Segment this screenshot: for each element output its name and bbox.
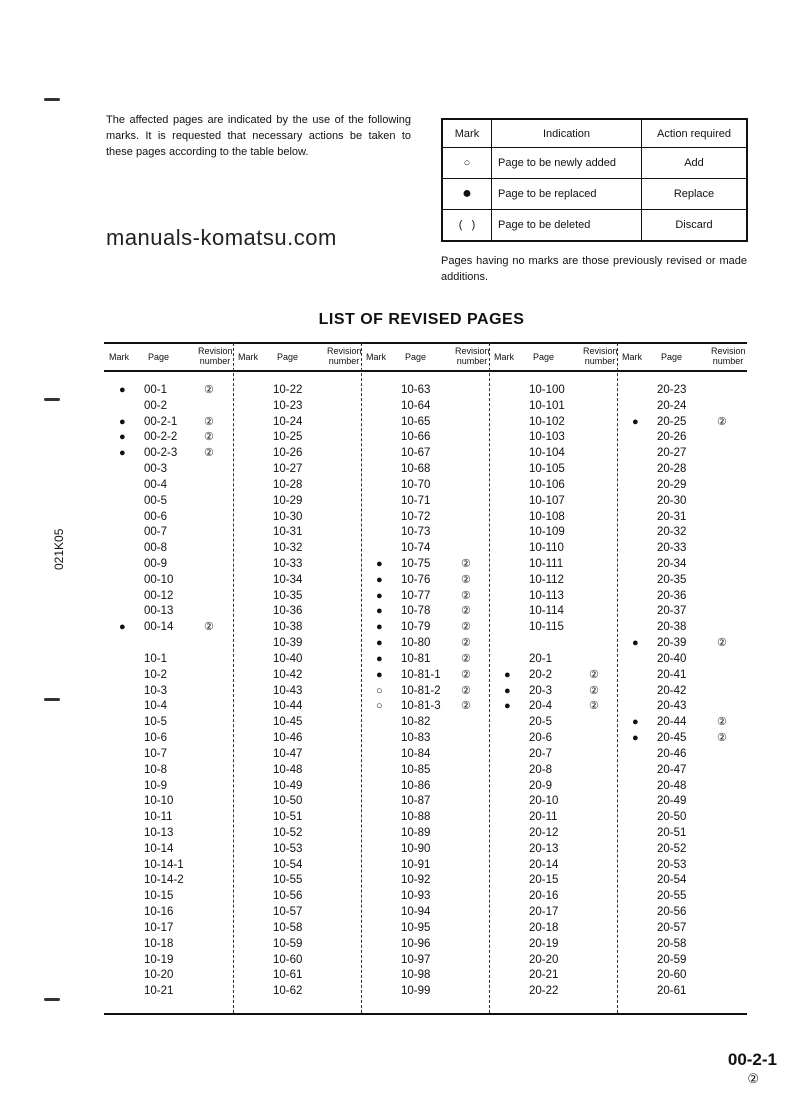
page-number-cell: 20-4 xyxy=(529,700,553,713)
page-number-cell: 20-28 xyxy=(657,463,687,476)
replaced-mark-icon: ● xyxy=(119,431,126,444)
open-circle-icon: ○ xyxy=(442,148,492,179)
revision-number-cell: ② xyxy=(204,415,214,428)
legend-header-mark: Mark xyxy=(442,119,492,148)
legend-header-row xyxy=(442,119,747,148)
page-number-cell: 10-86 xyxy=(401,779,431,792)
page-number-cell: 20-39 xyxy=(657,637,687,650)
page-number-cell: 10-71 xyxy=(401,494,431,507)
revision-number-cell: ② xyxy=(717,637,727,650)
page-number-cell: 20-44 xyxy=(657,716,687,729)
page-number-cell: 20-61 xyxy=(657,985,687,998)
page-number-cell: 10-1 xyxy=(144,652,168,665)
page-number-cell: 10-113 xyxy=(529,589,564,602)
page-number-cell: 10-48 xyxy=(273,763,303,776)
page-title: LIST OF REVISED PAGES xyxy=(318,311,525,328)
page-number-cell: 10-35 xyxy=(273,589,303,602)
page-number-cell: 10-110 xyxy=(529,542,564,555)
page-number-cell: 10-88 xyxy=(401,811,431,824)
page-number-cell: 00-2-2 xyxy=(144,431,178,444)
page-number-cell: 20-37 xyxy=(657,605,687,618)
page-number-cell: 20-3 xyxy=(529,684,553,697)
page-number-cell: 20-53 xyxy=(657,858,687,871)
header-page: Page xyxy=(661,352,683,362)
page-number-cell: 20-12 xyxy=(529,826,559,839)
page-number-cell: 10-70 xyxy=(401,478,431,491)
replaced-mark-icon: ● xyxy=(632,716,639,729)
page-number-cell: 10-49 xyxy=(273,779,303,792)
page-number-cell: 10-97 xyxy=(401,953,431,966)
page-number-cell: 10-33 xyxy=(273,558,303,571)
header-page: Page xyxy=(148,352,170,362)
page-number-cell: 10-54 xyxy=(273,858,303,871)
page-number-cell: 10-38 xyxy=(273,621,303,634)
page-revision: ② xyxy=(747,1071,759,1086)
page-number-cell: 20-49 xyxy=(657,795,687,808)
binding-mark xyxy=(44,98,60,101)
side-code: 021K05 xyxy=(52,528,66,570)
page-number-cell: 10-79 xyxy=(401,621,431,634)
page-number-cell: 10-15 xyxy=(144,890,174,903)
replaced-mark-icon: ● xyxy=(376,621,383,634)
page-number-cell: 10-17 xyxy=(144,921,174,934)
page-number-cell: 10-61 xyxy=(273,969,303,982)
page-number-cell: 20-31 xyxy=(657,510,687,523)
page-number-cell: 10-100 xyxy=(529,384,565,396)
page-number-cell: 10-39 xyxy=(273,637,303,650)
replaced-mark-icon: ● xyxy=(376,652,383,665)
page-number-cell: 20-1 xyxy=(529,652,553,665)
page-number-cell: 00-10 xyxy=(144,573,174,586)
revision-number-cell: ② xyxy=(204,431,214,444)
binding-mark xyxy=(44,698,60,701)
page-number-cell: 10-2 xyxy=(144,668,168,681)
legend-action: Discard xyxy=(642,210,748,242)
page-number-cell: 20-32 xyxy=(657,526,687,539)
page-number-cell: 10-74 xyxy=(401,542,431,555)
page-number-cell: 20-57 xyxy=(657,921,687,934)
page-number-cell: 10-96 xyxy=(401,937,431,950)
page-number-cell: 10-66 xyxy=(401,431,431,444)
legend-row xyxy=(442,210,747,242)
page-number-cell: 10-40 xyxy=(273,652,303,665)
replaced-mark-icon: ● xyxy=(376,573,383,586)
legend-header-indication: Indication xyxy=(492,119,642,148)
page-number-cell: 20-14 xyxy=(529,858,559,871)
replaced-mark-icon: ● xyxy=(632,732,639,745)
page-number-cell: 20-27 xyxy=(657,447,687,460)
page-number-cell: 10-51 xyxy=(273,811,303,824)
replaced-mark-icon: ● xyxy=(376,637,383,650)
page-number-cell: 10-81-1 xyxy=(401,668,441,681)
header-mark: Mark xyxy=(622,352,642,362)
page-number-cell: 20-18 xyxy=(529,921,559,934)
page-number-cell: 20-13 xyxy=(529,842,559,855)
revision-number-cell: ② xyxy=(461,558,471,571)
page-number-cell: 10-30 xyxy=(273,510,303,523)
page-number-cell: 10-92 xyxy=(401,874,431,887)
note-text: Pages having no marks are those previously revised or made additions. xyxy=(441,255,747,283)
replaced-mark-icon: ● xyxy=(376,668,383,681)
page-number-cell: 10-63 xyxy=(401,384,431,396)
page-number-cell: 10-60 xyxy=(273,953,303,966)
page-number-cell: 10-98 xyxy=(401,969,431,982)
revision-number-cell: ② xyxy=(717,716,727,729)
revision-number-cell: ② xyxy=(717,732,727,745)
legend-table xyxy=(441,118,748,242)
page-number-cell: 10-52 xyxy=(273,826,303,839)
page-number-cell: 00-3 xyxy=(144,463,168,476)
page-number-cell: 20-40 xyxy=(657,652,687,665)
page-number-cell: 20-16 xyxy=(529,890,559,903)
page-number-cell: 10-34 xyxy=(273,573,303,586)
page-number-cell: 20-36 xyxy=(657,589,687,602)
replaced-mark-icon: ● xyxy=(632,637,639,650)
page-number-cell: 20-15 xyxy=(529,874,559,887)
page-number-cell: 10-95 xyxy=(401,921,431,934)
revision-number-cell: ② xyxy=(461,652,471,665)
revision-number-cell: ② xyxy=(589,684,599,697)
header-rule xyxy=(104,370,747,372)
page-number-cell: 10-25 xyxy=(273,431,303,444)
header-revision: Revision number xyxy=(198,346,233,366)
page-number-cell: 10-27 xyxy=(273,463,303,476)
header-page: Page xyxy=(277,352,299,362)
page-number-cell: 20-47 xyxy=(657,763,687,776)
page-number-cell: 10-14-1 xyxy=(144,858,184,871)
revision-number-cell: ② xyxy=(461,684,471,697)
page-number-cell: 10-81-2 xyxy=(401,684,441,697)
page-number-cell: 10-18 xyxy=(144,937,174,950)
page-number-cell: 20-54 xyxy=(657,874,687,887)
revision-number-cell: ② xyxy=(461,589,471,602)
page-number-cell: 10-22 xyxy=(273,384,303,396)
legend-action: Add xyxy=(642,148,748,179)
page-number-cell: 10-93 xyxy=(401,890,431,903)
page-number-cell: 20-21 xyxy=(529,969,559,982)
page-number-cell: 10-11 xyxy=(144,811,173,824)
page-number-cell: 10-64 xyxy=(401,399,431,412)
page-number-cell: 20-20 xyxy=(529,953,559,966)
page-number-cell: 10-107 xyxy=(529,494,565,507)
replaced-mark-icon: ● xyxy=(119,415,126,428)
page-number-cell: 10-36 xyxy=(273,605,303,618)
replaced-mark-icon: ● xyxy=(504,684,511,697)
page-number-cell: 10-21 xyxy=(144,985,174,998)
page-number-cell: 10-5 xyxy=(144,716,168,729)
page-number-cell: 10-6 xyxy=(144,732,168,745)
header-revision: Revision number xyxy=(455,346,490,366)
revision-number-cell: ② xyxy=(461,668,471,681)
page-number-cell: 20-35 xyxy=(657,573,687,586)
revision-number-cell: ② xyxy=(204,384,214,396)
page-number-cell: 10-47 xyxy=(273,747,303,760)
page-number-cell: 20-29 xyxy=(657,478,687,491)
added-mark-icon: ○ xyxy=(376,684,383,697)
header-revision: Revision number xyxy=(327,346,362,366)
revision-number-cell: ② xyxy=(589,700,599,713)
page-number-cell: 10-108 xyxy=(529,510,565,523)
page-number-cell: 10-89 xyxy=(401,826,431,839)
revision-number-cell: ② xyxy=(461,605,471,618)
page-number-cell: 00-4 xyxy=(144,478,168,491)
revision-number-cell: ② xyxy=(461,637,471,650)
page-number-cell: 20-55 xyxy=(657,890,687,903)
page-number-cell: 20-52 xyxy=(657,842,687,855)
page-number-cell: 10-80 xyxy=(401,637,431,650)
page-number-cell: 10-87 xyxy=(401,795,431,808)
header-mark: Mark xyxy=(109,352,129,362)
page-number-cell: 20-6 xyxy=(529,732,553,745)
header-page: Page xyxy=(533,352,555,362)
page-number-cell: 20-46 xyxy=(657,747,687,760)
page-number-cell: 10-102 xyxy=(529,415,565,428)
added-mark-icon: ○ xyxy=(376,700,383,713)
revision-number-cell: ② xyxy=(204,447,214,460)
page-number-cell: 20-42 xyxy=(657,684,687,697)
page-number-cell: 10-46 xyxy=(273,732,303,745)
page-number-cell: 10-112 xyxy=(529,573,564,586)
page-number-cell: 10-44 xyxy=(273,700,303,713)
header-mark: Mark xyxy=(494,352,514,362)
page-number-cell: 00-6 xyxy=(144,510,168,523)
page-number-cell: 10-109 xyxy=(529,526,565,539)
page-number-cell: 20-22 xyxy=(529,985,559,998)
page-number-cell: 20-5 xyxy=(529,716,553,729)
header-revision: Revision number xyxy=(711,346,746,366)
page-number-cell: 10-68 xyxy=(401,463,431,476)
page-number-cell: 20-10 xyxy=(529,795,559,808)
page-number-cell: 10-90 xyxy=(401,842,431,855)
page-number-cell: 00-2-3 xyxy=(144,447,178,460)
page-number-cell: 20-23 xyxy=(657,384,687,396)
page-number-cell: 00-7 xyxy=(144,526,168,539)
column-divider xyxy=(361,343,362,1013)
revision-number-cell: ② xyxy=(461,700,471,713)
bottom-rule xyxy=(104,1013,747,1015)
parentheses-icon: ( ) xyxy=(442,210,492,242)
page-number-cell: 10-50 xyxy=(273,795,303,808)
binding-mark xyxy=(44,998,60,1001)
page-number-cell: 20-25 xyxy=(657,415,687,428)
page-number-cell: 10-26 xyxy=(273,447,303,460)
replaced-mark-icon: ● xyxy=(119,447,126,460)
page-number-cell: 20-59 xyxy=(657,953,687,966)
page-number: 00-2-1 xyxy=(727,1050,777,1069)
page-number-cell: 10-14 xyxy=(144,842,174,855)
page-number-cell: 20-60 xyxy=(657,969,687,982)
page-number-cell: 10-105 xyxy=(529,463,565,476)
page-number-cell: 10-19 xyxy=(144,953,174,966)
page-number-cell: 10-81-3 xyxy=(401,700,441,713)
page-number-cell: 20-11 xyxy=(529,811,558,824)
replaced-mark-icon: ● xyxy=(119,384,126,396)
page-number-cell: 10-67 xyxy=(401,447,431,460)
page-number-cell: 10-101 xyxy=(529,399,565,412)
header-mark: Mark xyxy=(238,352,258,362)
page-number-cell: 20-8 xyxy=(529,763,553,776)
page-number-cell: 00-1 xyxy=(144,384,168,396)
legend-indication: Page to be newly added xyxy=(492,148,642,179)
page-number-cell: 10-16 xyxy=(144,906,174,919)
page-number-cell: 10-10 xyxy=(144,795,174,808)
page-number-cell: 10-32 xyxy=(273,542,303,555)
revision-number-cell: ② xyxy=(717,415,727,428)
replaced-mark-icon: ● xyxy=(376,558,383,571)
page-number-cell: 10-115 xyxy=(529,621,564,634)
page-number-cell: 10-99 xyxy=(401,985,431,998)
page-number-cell: 20-50 xyxy=(657,811,687,824)
page-number-cell: 10-78 xyxy=(401,605,431,618)
page-number-cell: 20-24 xyxy=(657,399,687,412)
header-revision: Revision number xyxy=(583,346,618,366)
legend-indication: Page to be replaced xyxy=(492,179,642,210)
page-number-cell: 10-8 xyxy=(144,763,168,776)
page-number-cell: 10-91 xyxy=(401,858,431,871)
watermark: manuals-komatsu.com xyxy=(106,225,337,250)
page-number-cell: 10-9 xyxy=(144,779,168,792)
page-number-cell: 10-4 xyxy=(144,700,168,713)
replaced-mark-icon: ● xyxy=(376,589,383,602)
column-divider xyxy=(233,343,234,1013)
replaced-mark-icon: ● xyxy=(504,700,511,713)
replaced-mark-icon: ● xyxy=(632,415,639,428)
page-number-cell: 10-75 xyxy=(401,558,431,571)
legend-header-action: Action required xyxy=(642,119,748,148)
page-number-cell: 20-45 xyxy=(657,732,687,745)
page-number-cell: 20-7 xyxy=(529,747,553,760)
page-number-cell: 10-76 xyxy=(401,573,431,586)
page-number-cell: 20-34 xyxy=(657,558,687,571)
page-number-cell: 20-43 xyxy=(657,700,687,713)
page-number-cell: 10-31 xyxy=(273,526,303,539)
page-number-cell: 10-62 xyxy=(273,985,303,998)
page-number-cell: 20-33 xyxy=(657,542,687,555)
page-number-cell: 10-85 xyxy=(401,763,431,776)
table-top-rule xyxy=(104,342,747,344)
page-number-cell: 10-82 xyxy=(401,716,431,729)
revision-number-cell: ② xyxy=(204,621,214,634)
page-number-cell: 10-103 xyxy=(529,431,565,444)
page-number-cell: 10-45 xyxy=(273,716,303,729)
page-number-cell: 10-111 xyxy=(529,558,564,571)
legend-row xyxy=(442,179,747,210)
page-number-cell: 20-51 xyxy=(657,826,687,839)
replaced-mark-icon: ● xyxy=(376,605,383,618)
page-number-cell: 20-41 xyxy=(657,668,687,681)
page-number-cell: 10-73 xyxy=(401,526,431,539)
page-number-cell: 20-58 xyxy=(657,937,687,950)
page-number-cell: 20-30 xyxy=(657,494,687,507)
page-number-cell: 10-81 xyxy=(401,652,431,665)
page-number-cell: 20-19 xyxy=(529,937,559,950)
page-number-cell: 10-55 xyxy=(273,874,303,887)
filled-circle-icon: ● xyxy=(442,179,492,210)
page-number-cell: 10-106 xyxy=(529,478,565,491)
intro-text: The affected pages are indicated by the use of the following marks. It is requested that necessary actions be taken to these pages according to the table below. xyxy=(106,114,411,158)
page-number-cell: 00-8 xyxy=(144,542,168,555)
page-number-cell: 10-77 xyxy=(401,589,431,602)
page-number-cell: 00-13 xyxy=(144,605,174,618)
legend-row xyxy=(442,148,747,179)
page-number-cell: 10-65 xyxy=(401,415,431,428)
page-number-cell: 20-2 xyxy=(529,668,553,681)
page-number-cell: 10-59 xyxy=(273,937,303,950)
revision-number-cell: ② xyxy=(461,621,471,634)
column-divider xyxy=(489,343,490,1013)
page-number-cell: 10-104 xyxy=(529,447,565,460)
page-number-cell: 20-48 xyxy=(657,779,687,792)
page-number-cell: 00-5 xyxy=(144,494,168,507)
binding-mark xyxy=(44,398,60,401)
page-number-cell: 20-26 xyxy=(657,431,687,444)
column-divider xyxy=(617,343,618,1013)
page-number-cell: 10-7 xyxy=(144,747,168,760)
page-number-cell: 10-23 xyxy=(273,399,303,412)
page-number-cell: 10-29 xyxy=(273,494,303,507)
page-number-cell: 10-14-2 xyxy=(144,874,184,887)
page-number-cell: 10-83 xyxy=(401,732,431,745)
page-number-cell: 10-57 xyxy=(273,906,303,919)
legend-action: Replace xyxy=(642,179,748,210)
page-number-cell: 10-56 xyxy=(273,890,303,903)
page-number-cell: 10-24 xyxy=(273,415,303,428)
header-mark: Mark xyxy=(366,352,386,362)
page-number-cell: 00-12 xyxy=(144,589,174,602)
page-number-cell: 10-58 xyxy=(273,921,303,934)
page-number-cell: 20-38 xyxy=(657,621,687,634)
page-number-cell: 20-17 xyxy=(529,906,559,919)
page-number-cell: 10-94 xyxy=(401,906,431,919)
replaced-mark-icon: ● xyxy=(504,668,511,681)
revision-number-cell: ② xyxy=(461,573,471,586)
page-number-cell: 00-2 xyxy=(144,399,168,412)
page-number-cell: 10-3 xyxy=(144,684,168,697)
revision-number-cell: ② xyxy=(589,668,599,681)
replaced-mark-icon: ● xyxy=(119,621,126,634)
page-number-cell: 10-20 xyxy=(144,969,174,982)
page-number-cell: 10-114 xyxy=(529,605,564,618)
page-number-cell: 10-72 xyxy=(401,510,431,523)
page-number-cell: 10-84 xyxy=(401,747,431,760)
page-number-cell: 00-9 xyxy=(144,558,168,571)
page-number-cell: 10-53 xyxy=(273,842,303,855)
page-number-cell: 00-2-1 xyxy=(144,415,178,428)
page-number-cell: 00-14 xyxy=(144,621,174,634)
page-number-cell: 10-13 xyxy=(144,826,174,839)
page-number-cell: 10-28 xyxy=(273,478,303,491)
header-page: Page xyxy=(405,352,427,362)
legend-indication: Page to be deleted xyxy=(492,210,642,242)
page-number-cell: 20-9 xyxy=(529,779,553,792)
page-number-cell: 10-42 xyxy=(273,668,303,681)
page-number-cell: 10-43 xyxy=(273,684,303,697)
page-number-cell: 20-56 xyxy=(657,906,687,919)
